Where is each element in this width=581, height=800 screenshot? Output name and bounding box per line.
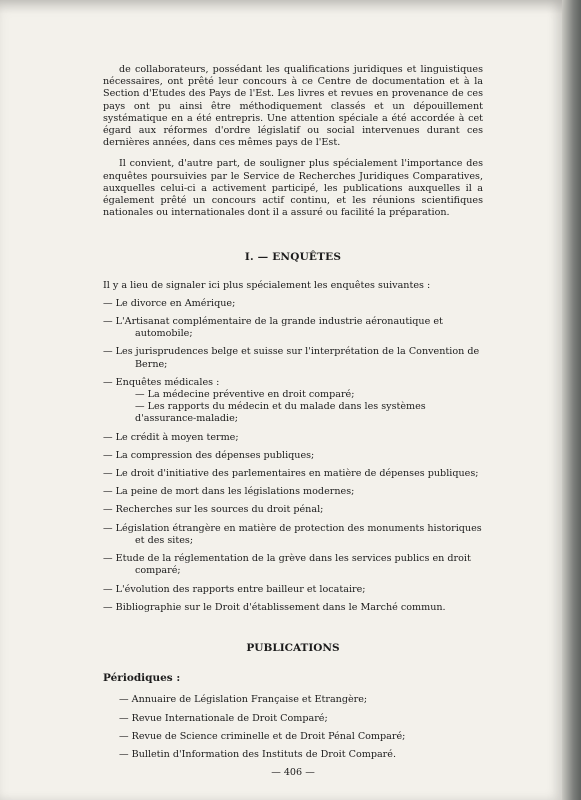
list-item: — Annuaire de Législation Française et Etrangère; <box>119 694 368 706</box>
scan-shadow <box>0 0 562 14</box>
paragraph: de collaborateurs, possédant les qualifications juridiques et linguistiques nécessaires, ont prêté leur concours à ce Centre de documentation et à la Section d'Etudes des Pays de l'Est. Les livres et revues en provenance de ces pays ont pu ainsi être méthodiquement classés et un dépouillement systématique en a été entrepris. Une attention spéciale a été accordée à cet égard aux réformes d'ordre législatif ou social intervenues durant ces dernières années, dans ces mêmes pays de l'Est. <box>103 64 483 149</box>
section-title-publications: PUBLICATIONS <box>246 641 340 654</box>
list-item: — L'Artisanat complémentaire de la grande industrie aéronautique et automobile; <box>103 316 443 340</box>
sub-list-item: — La médecine préventive en droit comparé; <box>135 389 355 401</box>
list-item: — Les jurisprudences belge et suisse sur l'interprétation de la Convention de Berne; <box>103 346 480 370</box>
sub-list-item: — Les rapports du médecin et du malade dans les systèmes d'assurance-maladie; <box>135 401 426 425</box>
list-item: — Revue de Science criminelle et de Droit Pénal Comparé; <box>119 730 406 742</box>
section-intro: Il y a lieu de signaler ici plus spécialement les enquêtes suivantes : <box>103 279 431 291</box>
page-number: — 406 — <box>271 767 315 779</box>
periodiques-list <box>103 694 483 761</box>
page-edge <box>562 0 581 800</box>
list-item: — Le crédit à moyen terme; <box>103 431 239 443</box>
page-content <box>103 64 483 779</box>
list-item: — Bulletin d'Information des Instituts de Droit Comparé. <box>119 748 396 760</box>
list-item: — La peine de mort dans les législations modernes; <box>103 486 355 498</box>
subheading-periodiques: Périodiques : <box>103 672 181 685</box>
paragraph: Il convient, d'autre part, de souligner plus spécialement l'importance des enquêtes poursuivies par le Service de Recherches Juridiques Comparatives, auxquelles celui-ci a activement participé, les publications auxquelles il a également prêté un concours actif continu, et les réunions scientifiques nationales ou internationales dont il a assuré ou facilité la préparation. <box>103 158 483 219</box>
list-item: — Le droit d'initiative des parlementaires en matière de dépenses publiques; <box>103 468 479 480</box>
list-item-with-subitems <box>103 377 483 426</box>
list-item: — L'évolution des rapports entre bailleur et locataire; <box>103 583 366 595</box>
list-item: — Le divorce en Amérique; <box>103 297 236 309</box>
list-item: — La compression des dépenses publiques; <box>103 449 315 461</box>
list-item: — Recherches sur les sources du droit pénal; <box>103 504 324 516</box>
list-item: — Revue Internationale de Droit Comparé; <box>119 712 328 724</box>
list-item: — Etude de la réglementation de la grève dans les services publics en droit comparé; <box>103 553 471 577</box>
list-item-label: — Enquêtes médicales : <box>103 376 220 388</box>
enquetes-list <box>103 298 483 614</box>
list-item: — Législation étrangère en matière de protection des monuments historiques et des sites; <box>103 522 482 546</box>
list-item: — Bibliographie sur le Droit d'établissement dans le Marché commun. <box>103 601 446 613</box>
section-title-enquetes: I. — ENQUÊTES <box>244 251 342 264</box>
sub-list <box>135 389 483 426</box>
